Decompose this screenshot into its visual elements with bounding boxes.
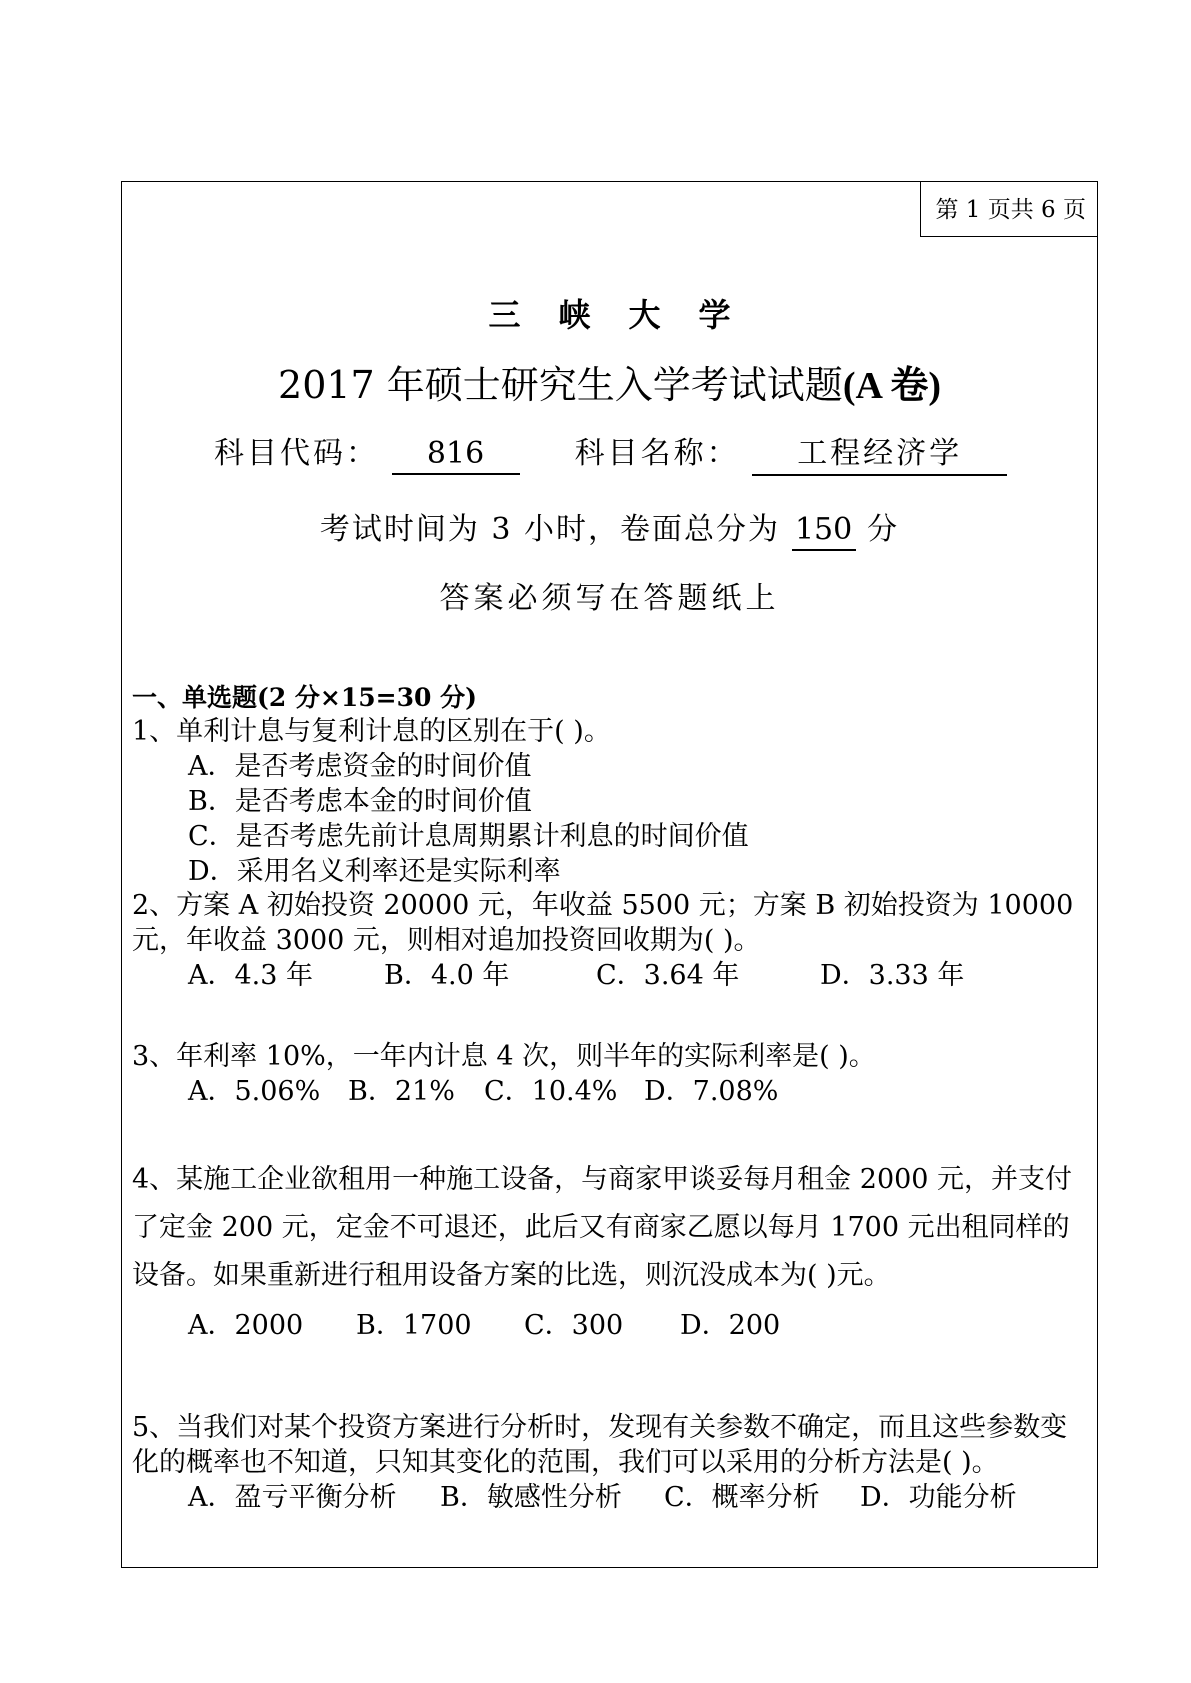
section-title: 一、单选题(2 分×15=30 分) [132,683,477,712]
exam-time-info [122,504,1097,551]
option-c: C．3.64 年 [596,960,740,991]
question-2 [132,888,1087,993]
option-d: D．功能分析 [860,1482,1017,1513]
option-a: A．盈亏平衡分析 [188,1482,397,1513]
option-b: B．1700 [356,1310,472,1341]
option-b: B．4.0 年 [384,960,510,991]
total-score: 150 [792,512,856,551]
option-d: D．采用名义利率还是实际利率 [188,856,561,887]
score-unit: 分 [867,512,900,547]
exam-title [122,354,1097,409]
subject-name-label: 科目名称： [574,436,740,471]
question-stem: 4、某施工企业欲租用一种施工设备，与商家甲谈妥每月租金 2000 元，并支付了定金 200 元，定金不可退还，此后又有商家乙愿以每月 1700 元出租同样的设备。如果重新进行租用设备方案的比选，则沉没成本为( )元。 [132,1164,1073,1291]
subject-code: 816 [392,436,520,475]
question-stem: 1、单利计息与复利计息的区别在于( )。 [132,716,611,747]
option-a: A．2000 [188,1310,304,1341]
option-b: B．是否考虑本金的时间价值 [188,786,532,817]
option-b: B．21% [348,1076,455,1107]
options-row [188,1302,1087,1350]
option-d: D．200 [680,1310,781,1341]
options-row [188,1480,1087,1515]
exam-page-frame [121,181,1098,1568]
question-4 [132,1156,1087,1350]
option-a: A．5.06% [188,1076,321,1107]
option-a: A．是否考虑资金的时间价值 [188,751,532,782]
question-1 [132,714,1087,889]
subject-info [214,428,1007,476]
option-c: C．是否考虑先前计息周期累计利息的时间价值 [188,821,749,852]
question-5 [132,1410,1087,1515]
question-stem: 2、方案 A 初始投资 20000 元，年收益 5500 元；方案 B 初始投资为 10000 元，年收益 3000 元，则相对追加投资回收期为( )。 [132,890,1074,956]
subject-code-label: 科目代码： [214,436,379,471]
options-row [188,1074,1087,1109]
page-indicator: 第 1 页共 6 页 [920,181,1098,237]
option-c: C．10.4% [484,1076,618,1107]
subject-name: 工程经济学 [752,428,1007,476]
university-name: 三峡大学 [488,296,769,334]
exam-title-paper-type: (A 卷) [842,365,941,407]
answer-notice: 答案必须写在答题纸上 [439,581,780,616]
question-stem: 3、年利率 10%，一年内计息 4 次，则半年的实际利率是( )。 [132,1041,876,1072]
option-d: D．7.08% [644,1076,779,1107]
question-3 [132,1039,1087,1109]
question-stem: 5、当我们对某个投资方案进行分析时，发现有关参数不确定，而且这些参数变化的概率也不知道，只知其变化的范围，我们可以采用的分析方法是( )。 [132,1412,1068,1478]
option-a: A．4.3 年 [188,960,314,991]
option-d: D．3.33 年 [820,960,965,991]
option-c: C．300 [524,1310,624,1341]
exam-title-main: 2017 年硕士研究生入学考试试题 [278,363,843,407]
exam-time-text: 考试时间为 3 小时，卷面总分为 [319,512,781,547]
option-c: C．概率分析 [664,1482,820,1513]
options-row [188,958,1087,993]
option-b: B．敏感性分析 [440,1482,622,1513]
